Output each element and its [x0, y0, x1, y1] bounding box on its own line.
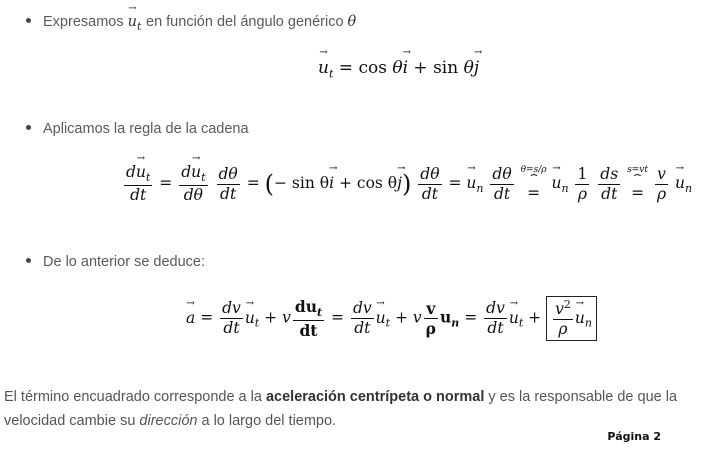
equation-acceleration: → a = $\frac{dv}{dt}$ → $u_t + v$ $\frac{du_t}{dt}$ = $\frac{dv}{dt}$ → $u_t + v$ $\frac{v}{\rho}$ $u_n$ = $\frac{dv}{dt}$ → $u_t$ + $\frac{v^2}{\rho}$ → $u_n$ — [186, 296, 597, 341]
bullet-2-text: Aplicamos la regla de la cadena — [43, 121, 249, 137]
bullet-1: Expresamos → $u_t$ en función del ángulo genérico θ — [26, 14, 356, 33]
theta-symbol: θ — [347, 14, 357, 30]
explanation-paragraph: El término encuadrado corresponde a la aceleración centrípeta o normal y es la responsable de que la velocidad cambie su dirección a lo largo del tiempo. — [4, 389, 678, 429]
unit-vector-ut: → u — [128, 14, 137, 30]
equation-chain-rule: $\frac{d\to u_t}{dt}$ = $\frac{d\to u_t}{d\theta}$ $\frac{d\theta}{dt}$ = (− sin θ→ i + cos θ→ j) $\frac{d\theta}{dt}$ = → $u_n$ $\frac{d\theta}{dt}$ θ=s/ρ ⏟ = → $u_n$ $\frac{1}{\rho}$ $\frac{ds}{dt}$ s=vt ⏟ = $\frac{v}{\rho}$ → $u_n$ — [122, 164, 692, 204]
bullet-3 — [26, 254, 205, 270]
page-number: Página 2 — [607, 430, 661, 443]
boxed-normal-acceleration: $\frac{v^2}{\rho}$ → $u_n$ — [546, 296, 597, 341]
bullet-2 — [26, 121, 249, 137]
bold-term: aceleración centrípeta o normal — [265, 389, 485, 405]
italic-term: dirección — [139, 413, 198, 429]
bullet-dot — [26, 125, 31, 130]
bullet-1-text: Expresamos — [43, 14, 124, 30]
equation-ut: → $u_t = \cos \theta\to i + \sin \theta\to j$ — [318, 58, 479, 80]
bullet-dot — [26, 18, 31, 23]
bullet-1-text-after: en función del ángulo genérico — [146, 14, 344, 30]
bullet-dot — [26, 258, 31, 263]
bullet-3-text: De lo anterior se deduce: — [43, 254, 206, 270]
